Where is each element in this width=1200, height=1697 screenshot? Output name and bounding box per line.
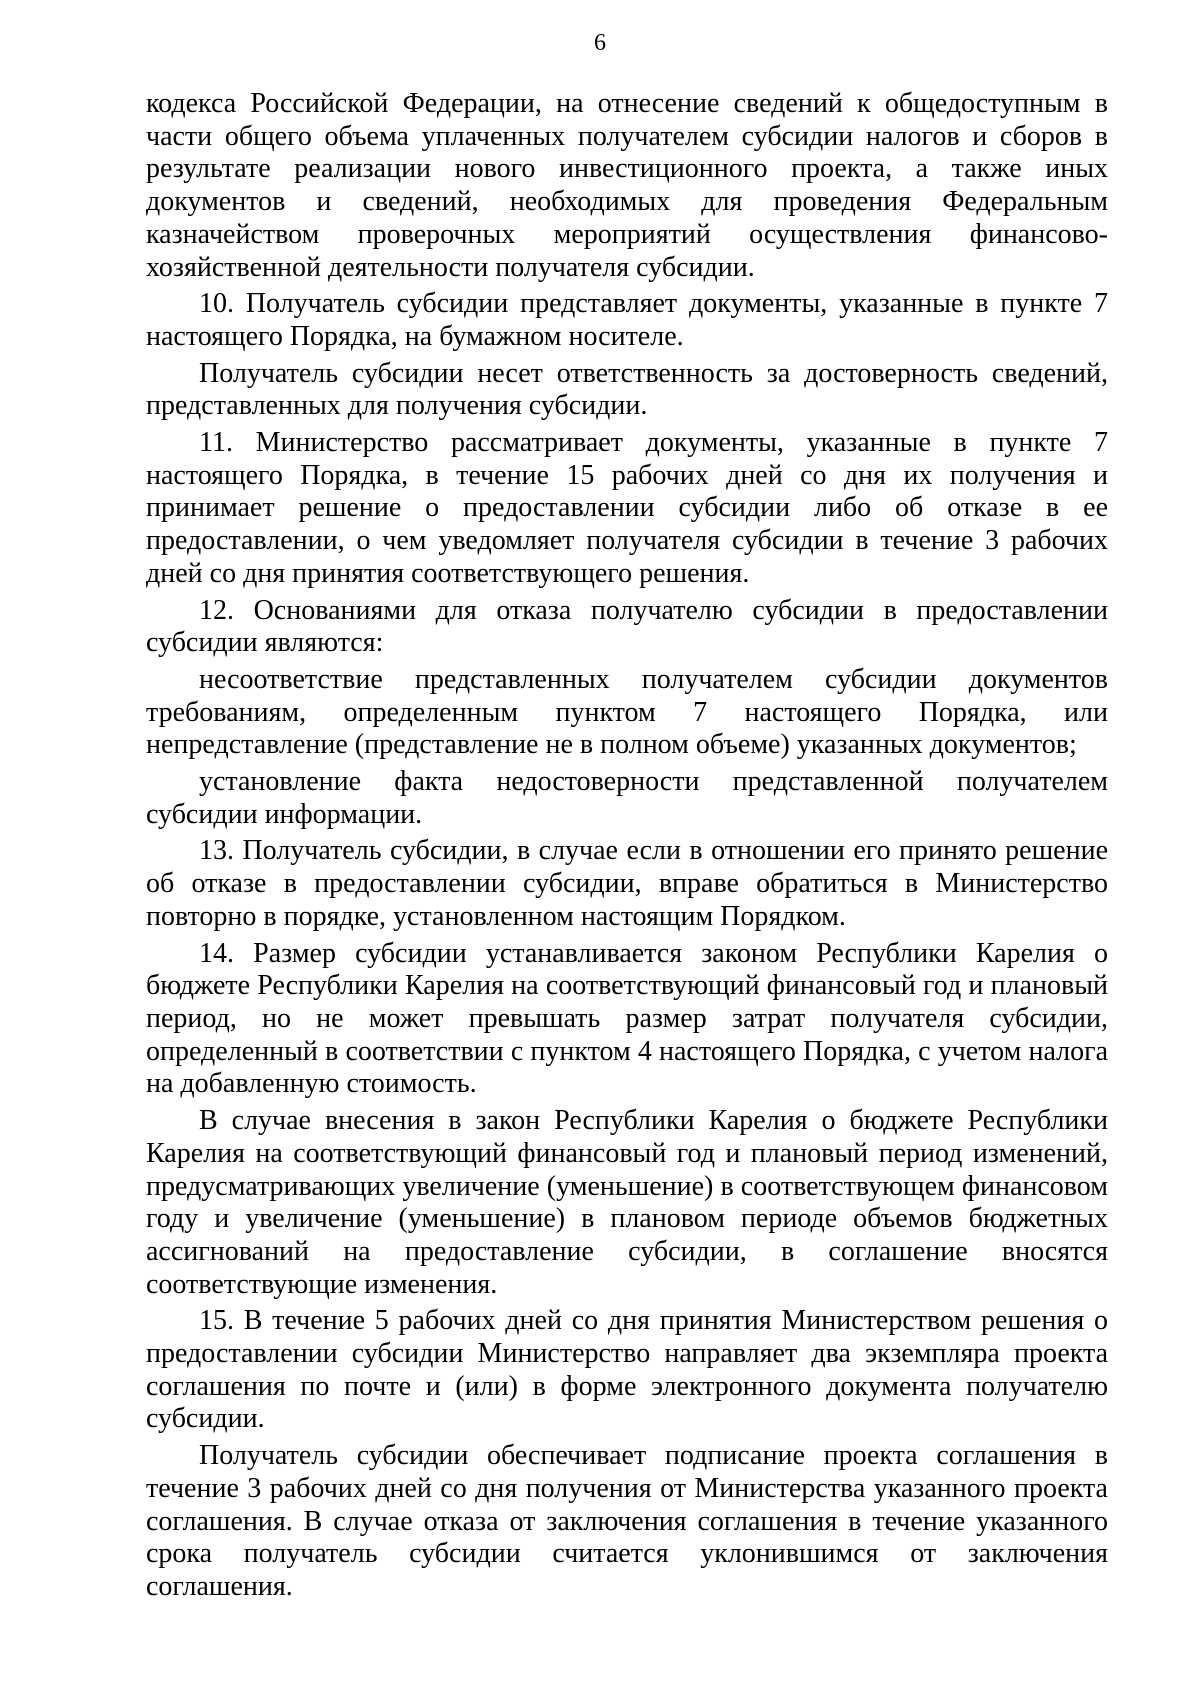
paragraph-item-14: 14. Размер субсидии устанавливается законом Республики Карелия о бюджете Республики Карелия на соответствующий финансовый год и плановый период, но не может превышать размер затрат получателя субсидии, определенный в соответствии с пунктом 4 настоящего Порядка, с учетом налога на добавленную стоимость. bbox=[146, 937, 1108, 1100]
document-body bbox=[146, 88, 1108, 1604]
paragraph-item-13: 13. Получатель субсидии, в случае если в отношении его принято решение об отказе в предоставлении субсидии, вправе обратиться в Министерство повторно в порядке, установленном настоящим Порядком. bbox=[146, 835, 1108, 932]
page-number: 6 bbox=[594, 30, 606, 56]
paragraph-budget-changes: В случае внесения в закон Республики Карелия о бюджете Республики Карелия на соответствующий финансовый год и плановый период изменений, предусматривающих увеличение (уменьшение) в соответствующем финансовом году и увеличение (уменьшение) в плановом периоде объемов бюджетных ассигнований на предоставление субсидии, в соглашение вносятся соответствующие изменения. bbox=[146, 1105, 1108, 1300]
paragraph-responsibility: Получатель субсидии несет ответственность за достоверность сведений, представленных для получения субсидии. bbox=[146, 357, 1108, 422]
paragraph-refusal-ground-1: несоответствие представленных получателем субсидии документов требованиям, определенным пунктом 7 настоящего Порядка, или непредставление (представление не в полном объеме) указанных документов; bbox=[146, 663, 1108, 761]
paragraph-item-10: 10. Получатель субсидии представляет документы, указанные в пункте 7 настоящего Порядка, на бумажном носителе. bbox=[146, 288, 1108, 352]
paragraph-item-11: 11. Министерство рассматривает документы, указанные в пункте 7 настоящего Порядка, в течение 15 рабочих дней со дня их получения и принимает решение о предоставлении субсидии либо об отказе в ее предоставлении, о чем уведомляет получателя субсидии в течение 3 рабочих дней со дня принятия соответствующего решения. bbox=[146, 427, 1108, 589]
paragraph-item-12: 12. Основаниями для отказа получателю субсидии в предоставлении субсидии являются: bbox=[146, 594, 1108, 659]
paragraph-refusal-ground-2: установление факта недостоверности представленной получателем субсидии информации. bbox=[146, 766, 1108, 830]
paragraph-item-15: 15. В течение 5 рабочих дней со дня принятия Министерством решения о предоставлении субсидии Министерство направляет два экземпляра проекта соглашения по почте и (или) в форме электронного документа получателю субсидии. bbox=[146, 1305, 1108, 1435]
paragraph-agreement-signing: Получатель субсидии обеспечивает подписание проекта соглашения в течение 3 рабочих дней со дня получения от Министерства указанного проекта соглашения. В случае отказа от заключения соглашения в течение указанного срока получатель субсидии считается уклонившимся от заключения соглашения. bbox=[146, 1440, 1108, 1602]
paragraph-continuation: кодекса Российской Федерации, на отнесение сведений к общедоступным в части общего объема уплаченных получателем субсидии налогов и сборов в результате реализации нового инвестиционного проекта, а также иных документов и сведений, необходимых для проведения Федеральным казначейством проверочных мероприятий осуществления финансово-хозяйственной деятельности получателя субсидии. bbox=[146, 88, 1108, 283]
